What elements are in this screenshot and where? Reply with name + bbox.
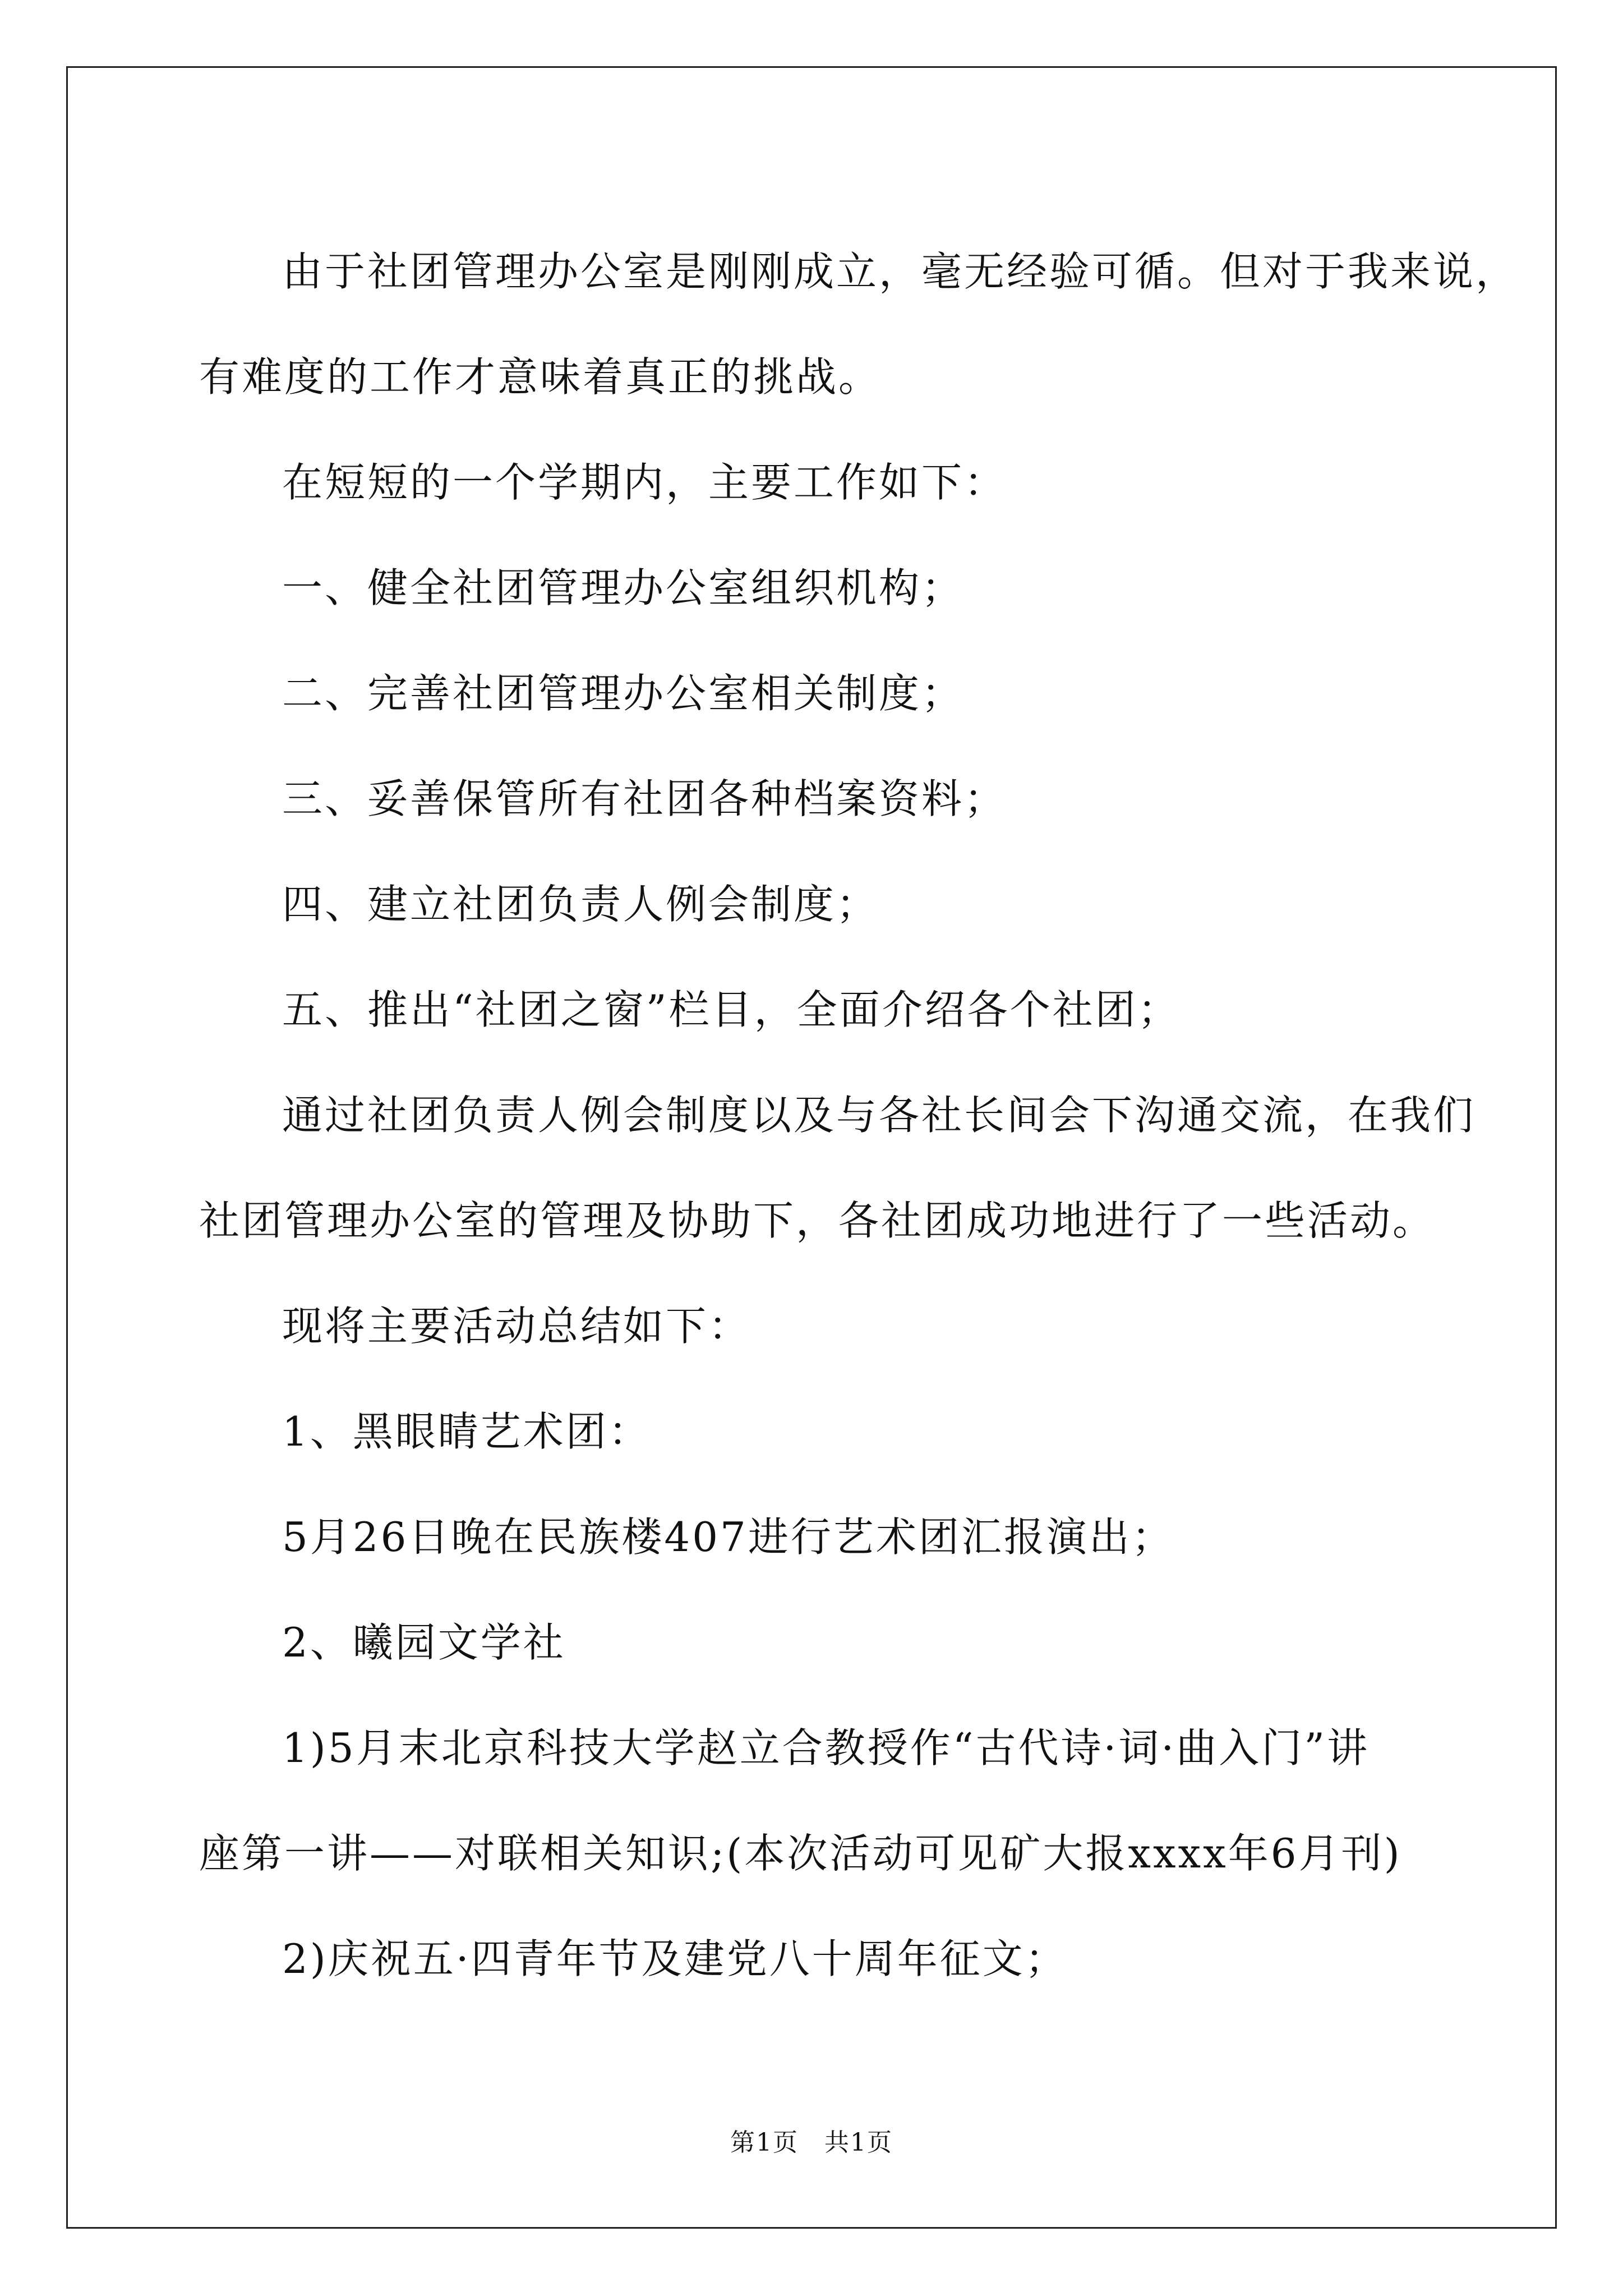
paragraph-1: 由于社团管理办公室是刚刚成立，毫无经验可循。但对于我来说，: [282, 248, 1519, 295]
paragraph-4: 通过社团负责人例会制度以及与各社长间会下沟通交流，在我们: [282, 1092, 1476, 1139]
paragraph-6: 现将主要活动总结如下：: [282, 1303, 751, 1350]
list-item-2: 二、完善社团管理办公室相关制度；: [282, 670, 965, 717]
paragraph-2: 有难度的工作才意味着真正的挑战。: [199, 353, 882, 401]
list-item-4: 四、建立社团负责人例会制度；: [282, 881, 879, 928]
paragraph-5: 社团管理办公室的管理及协助下，各社团成功地进行了一些活动。: [199, 1197, 1436, 1244]
section-item-2: 1)5月末北京科技大学赵立合教授作“古代诗·词·曲入门”讲: [282, 1724, 1370, 1772]
list-item-1: 一、健全社团管理办公室组织机构；: [282, 564, 965, 611]
paragraph-3: 在短短的一个学期内，主要工作如下：: [282, 459, 1007, 506]
page-number: 第1页 共1页: [730, 2128, 893, 2157]
section-item-2-continued: 座第一讲——对联相关知识;(本次活动可见矿大报xxxx年6月刊): [199, 1830, 1402, 1877]
document-body: [199, 219, 1519, 2012]
section-item-1: 5月26日晚在民族楼407进行艺术团汇报演出；: [282, 1513, 1174, 1561]
list-item-5: 五、推出“社团之窗”栏目，全面介绍各个社团；: [282, 986, 1181, 1033]
list-item-3: 三、妥善保管所有社团各种档案资料；: [282, 775, 1007, 822]
section-heading-1: 1、黑眼睛艺术团：: [282, 1408, 651, 1455]
section-item-3: 2)庆祝五·四青年节及建党八十周年征文；: [282, 1935, 1068, 1982]
section-heading-2: 2、曦园文学社: [282, 1619, 566, 1666]
